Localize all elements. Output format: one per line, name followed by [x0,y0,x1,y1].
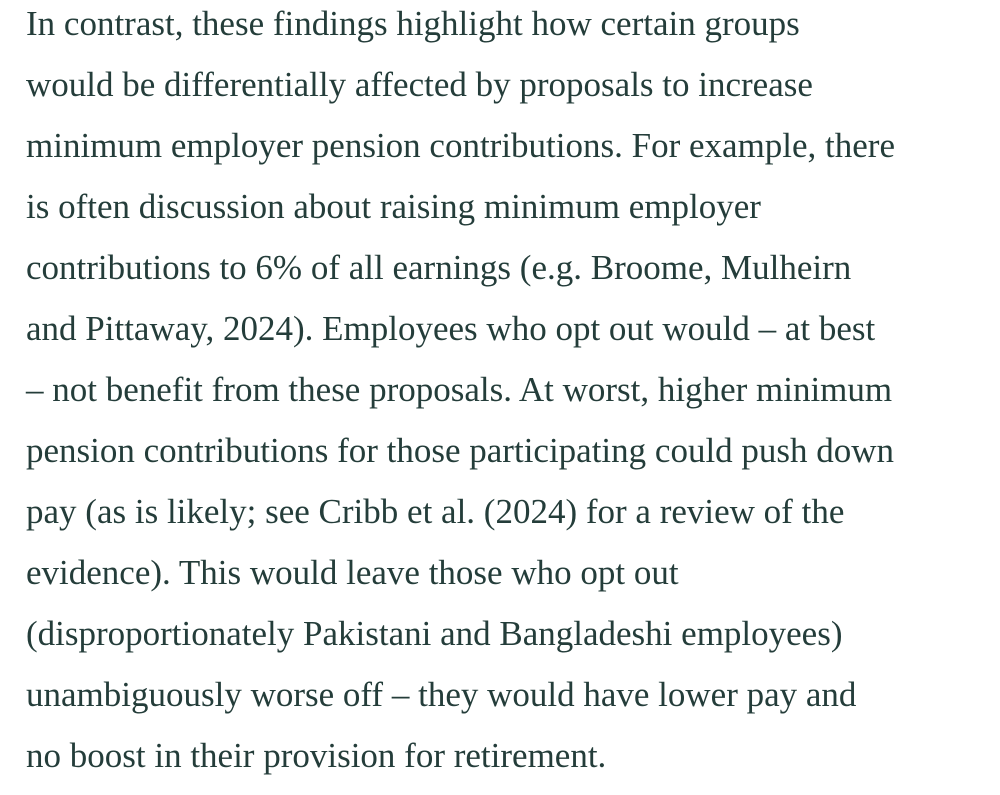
paragraph-line-5: contributions to 6% of all earnings (e.g. Broome, Mulheirn [26,248,852,287]
paragraph-line-1: In contrast, these findings highlight how certain groups [26,4,800,43]
body-paragraph [26,0,1000,793]
paragraph-line-7: – not benefit from these proposals. At worst, higher minimum [26,370,893,409]
paragraph-line-6: and Pittaway, 2024). Employees who opt out would – at best [26,309,876,348]
paragraph-line-4: is often discussion about raising minimum employer [26,187,761,226]
paragraph-line-11: (disproportionately Pakistani and Bangladeshi employees) [26,614,843,653]
paragraph-line-10: evidence). This would leave those who opt out [26,553,679,592]
paragraph-line-3: minimum employer pension contributions. For example, there [26,126,896,165]
paragraph-line-12: unambiguously worse off – they would have lower pay and [26,675,857,714]
paragraph-line-2: would be differentially affected by proposals to increase [26,65,813,104]
paragraph-line-9: pay (as is likely; see Cribb et al. (2024) for a review of the [26,492,845,531]
paragraph-line-13: no boost in their provision for retirement. [26,736,607,775]
paragraph-line-8: pension contributions for those participating could push down [26,431,895,470]
